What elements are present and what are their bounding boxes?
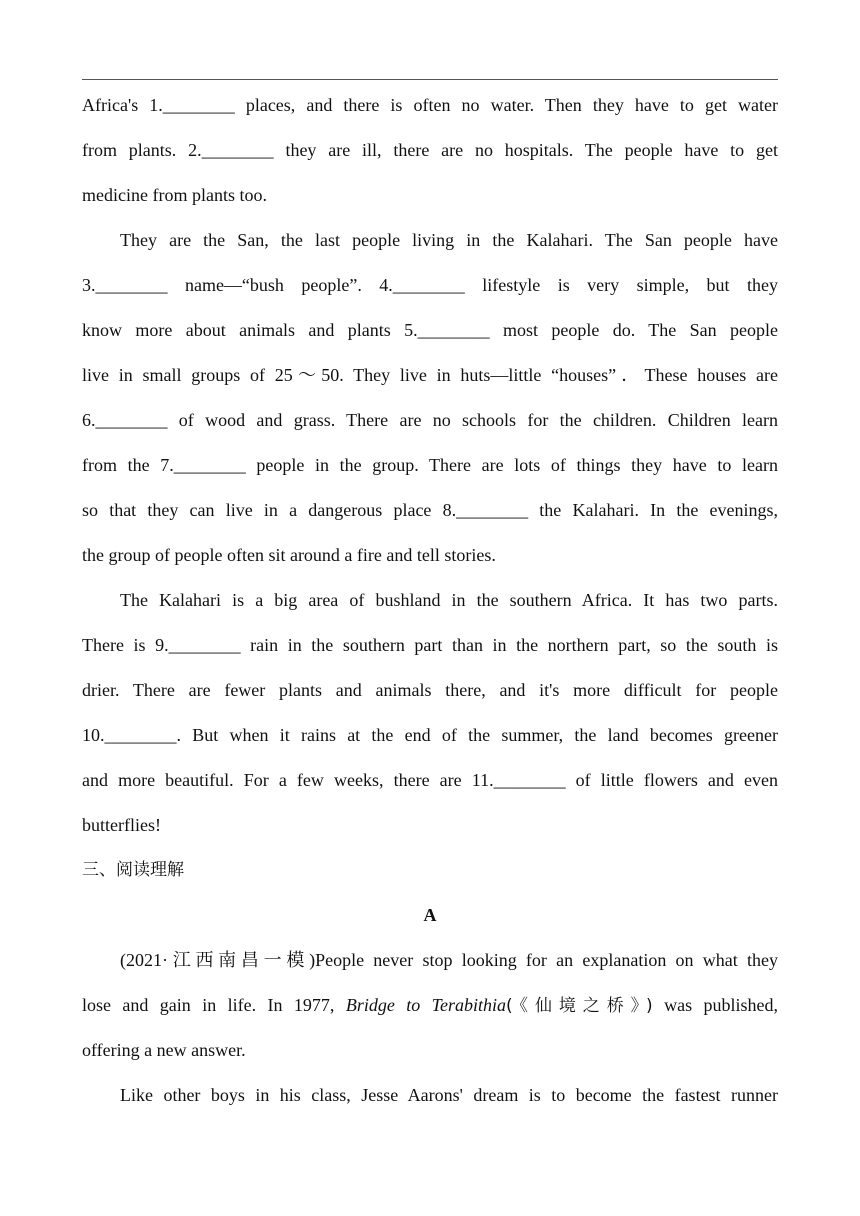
text-line: medicine from plants too. [82, 185, 267, 205]
text-line: offering a new answer. [82, 1040, 246, 1060]
passage-text: lose and gain in life. In 1977, [82, 995, 346, 1015]
text-line [82, 983, 778, 1028]
text-line: butterflies! [82, 815, 161, 835]
passage-text: was published, [652, 995, 778, 1015]
text-line: drier. There are fewer plants and animals there, and it's more difficult for people [82, 680, 778, 700]
text-line: and more beautiful. For a few weeks, there are 11.________ of little flowers and even [82, 770, 778, 790]
section-heading: 三、阅读理解 [82, 860, 184, 880]
text-line: The Kalahari is a big area of bushland in the southern Africa. It has two parts. [120, 590, 778, 610]
passage-label: A [423, 905, 437, 925]
text-line: the group of people often sit around a fire and tell stories. [82, 545, 496, 565]
text-line: from plants. 2.________ they are ill, there are no hospitals. The people have to get [82, 140, 778, 160]
text-line: Like other boys in his class, Jesse Aarons' dream is to become the fastest runner [120, 1085, 778, 1105]
text-line [82, 938, 778, 983]
text-line: They are the San, the last people living in the Kalahari. The San people have [120, 230, 778, 250]
text-line: There is 9.________ rain in the southern part than in the northern part, so the south is [82, 635, 778, 655]
text-line: from the 7.________ people in the group. There are lots of things they have to learn [82, 455, 778, 475]
text-line: so that they can live in a dangerous place 8.________ the Kalahari. In the evenings, [82, 500, 778, 520]
header-rule [82, 79, 778, 80]
document-page [82, 83, 778, 1118]
text-line: Africa's 1.________ places, and there is often no water. Then they have to get water [82, 95, 778, 115]
text-line: 6.________ of wood and grass. There are no schools for the children. Children learn [82, 410, 778, 430]
passage-text: People never stop looking for an explanation on what they [315, 950, 778, 970]
text-line: live in small groups of 25～50. They live in huts—little “houses”．These houses are [82, 365, 778, 385]
book-title: Bridge to Terabithia [345, 995, 507, 1015]
text-line: 3.________ name—“bush people”. 4.________ lifestyle is very simple, but they [82, 275, 778, 295]
text-line: 10.________. But when it rains at the end of the summer, the land becomes greener [82, 725, 778, 745]
source-note: (2021·江西南昌一模) [120, 950, 316, 970]
book-title-chinese: (《仙境之桥》) [506, 996, 653, 1016]
text-line: know more about animals and plants 5.________ most people do. The San people [82, 320, 778, 340]
